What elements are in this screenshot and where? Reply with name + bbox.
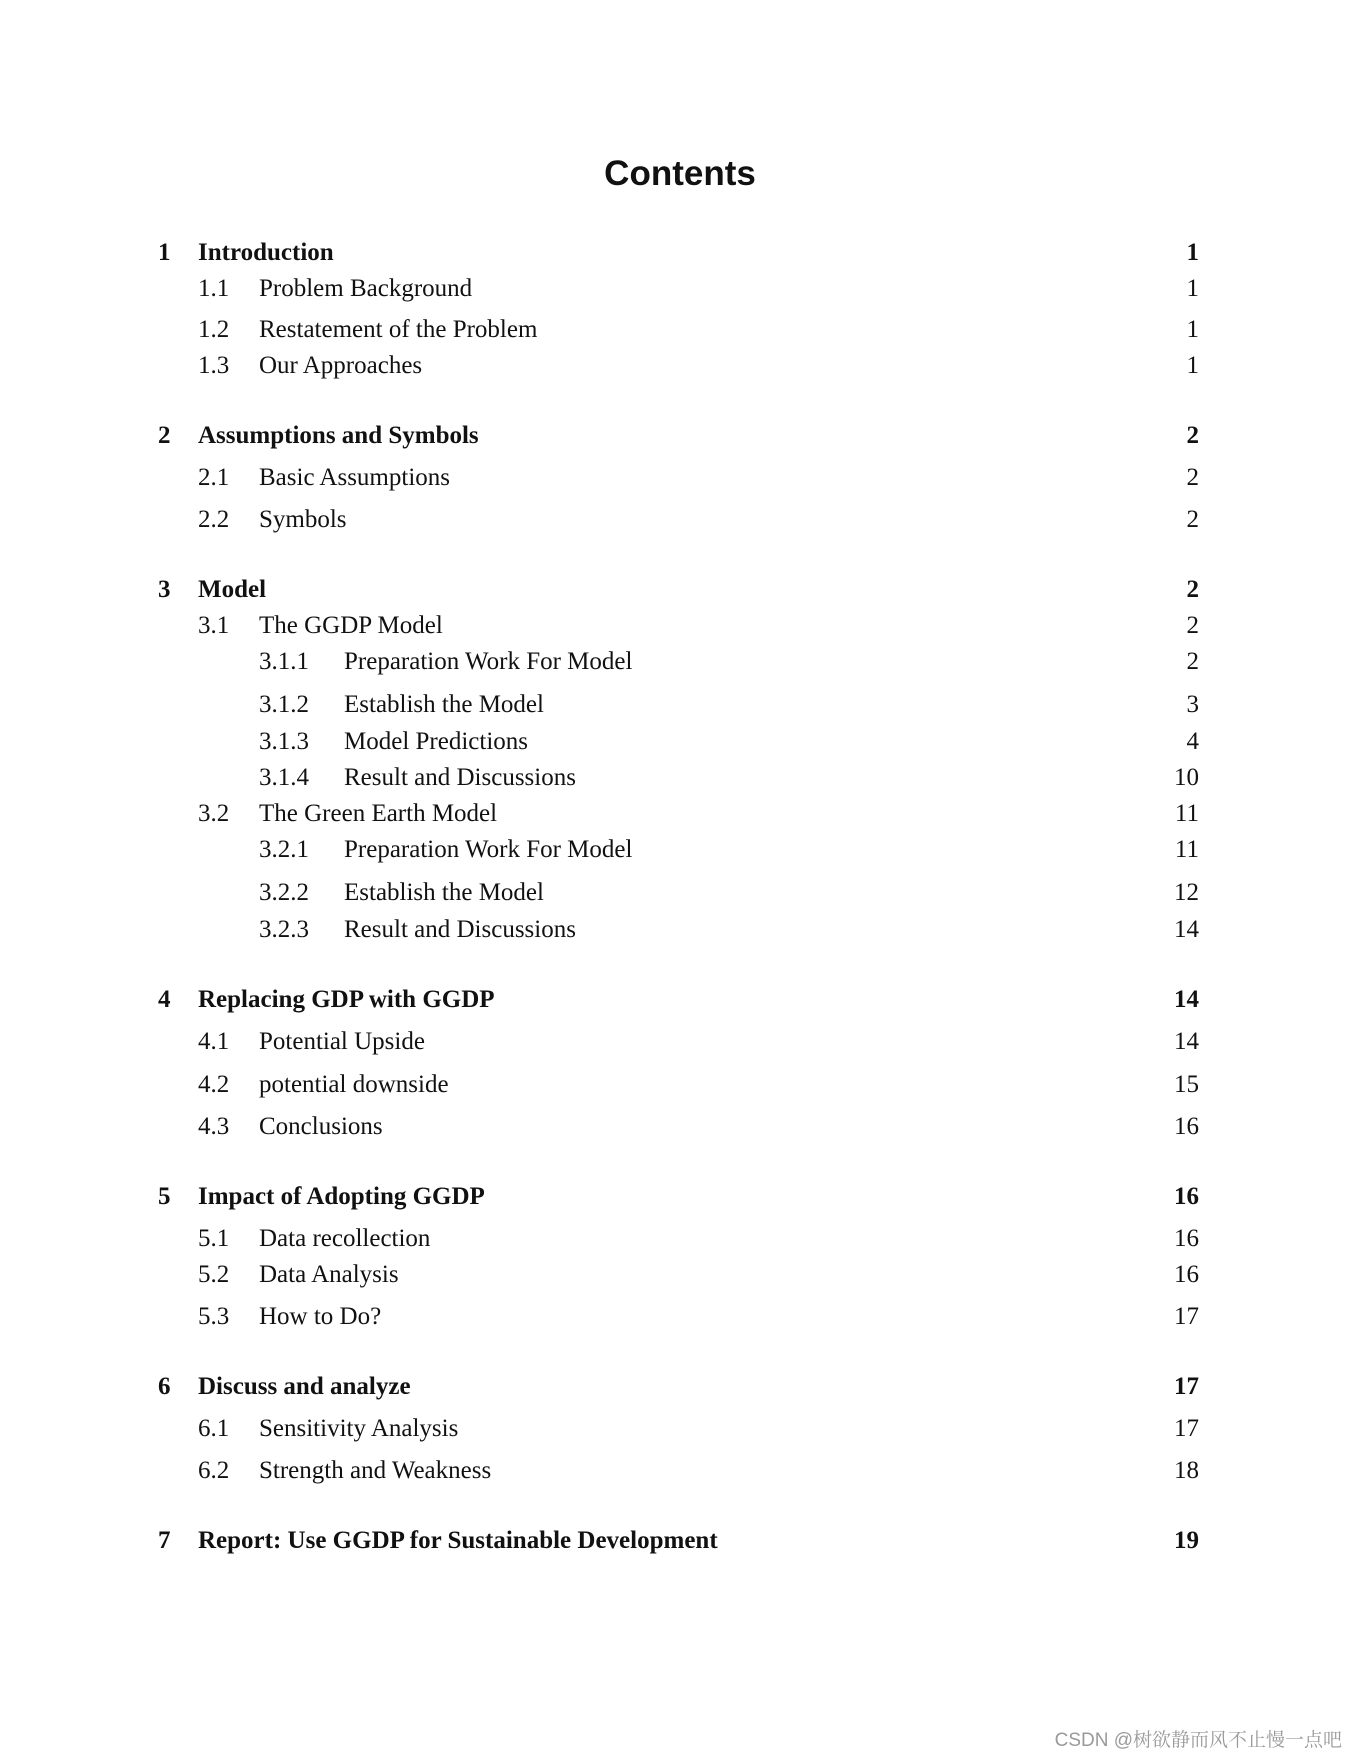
dot-leader [642, 832, 1148, 868]
toc-entry-number: 5.3 [198, 1303, 230, 1330]
toc-section[interactable] [0, 982, 1360, 1018]
dot-leader [466, 1067, 1148, 1103]
toc-entry-page: 17 [1174, 1415, 1199, 1442]
toc-entry-label: Strength and Weakness [259, 1457, 492, 1484]
dot-leader [488, 271, 1148, 307]
toc-entry-number: 6.2 [198, 1457, 230, 1484]
toc-entry-number: 3.1.1 [259, 648, 309, 675]
dot-leader [510, 1453, 1148, 1489]
toc-entry-label: Potential Upside [259, 1028, 425, 1055]
toc-entry-page: 3 [1186, 691, 1199, 718]
toc-entry-number: 5 [158, 1183, 171, 1210]
toc-entry-number: 1.3 [198, 352, 230, 379]
toc-entry-label: Data Analysis [259, 1261, 399, 1288]
toc-entry-label: Model [198, 576, 267, 603]
toc-entry-page: 16 [1174, 1261, 1199, 1288]
toc-entry-page: 1 [1186, 316, 1199, 343]
toc-entry-label: Impact of Adopting GGDP [198, 1183, 485, 1210]
toc-title: Contents [604, 154, 756, 193]
toc-entry-number: 6.1 [198, 1415, 230, 1442]
toc-section[interactable] [0, 1523, 1360, 1559]
toc-section[interactable] [0, 1369, 1360, 1405]
toc-entry-number: 6 [158, 1373, 171, 1400]
toc-entry-number: 2.2 [198, 506, 230, 533]
toc-section[interactable] [0, 1179, 1360, 1215]
toc-entry-number: 5.2 [198, 1261, 230, 1288]
toc-entry-number: 3.1.3 [259, 728, 309, 755]
toc-entry-page: 2 [1186, 464, 1199, 491]
dot-leader [598, 912, 1148, 948]
toc-entry-page: 15 [1174, 1071, 1199, 1098]
toc-entry-label: Result and Discussions [344, 916, 576, 943]
toc-entry-number: 2.1 [198, 464, 230, 491]
toc-entry-number: 4.2 [198, 1071, 230, 1098]
toc-entry-number: 3.2.2 [259, 879, 309, 906]
dot-leader [554, 687, 1148, 723]
toc-entry-number: 7 [158, 1527, 171, 1554]
toc-entry-label: The Green Earth Model [259, 800, 498, 827]
toc-entry-number: 1.2 [198, 316, 230, 343]
toc-entry-label: Discuss and analyze [198, 1373, 411, 1400]
toc-entry-label: Preparation Work For Model [344, 836, 633, 863]
toc-subsection[interactable] [0, 1221, 1360, 1257]
toc-entry-page: 14 [1174, 986, 1199, 1013]
dot-leader [554, 875, 1148, 911]
toc-entry-page: 18 [1174, 1457, 1199, 1484]
toc-subsection[interactable] [0, 608, 1360, 644]
dot-leader [642, 644, 1148, 680]
toc-entry-label: Symbols [259, 506, 347, 533]
toc-entry-number: 1.1 [198, 275, 230, 302]
toc-entry-page: 2 [1186, 576, 1199, 603]
toc-subsection[interactable] [0, 1109, 1360, 1145]
toc-entry-label: Our Approaches [259, 352, 423, 379]
toc-entry-label: Restatement of the Problem [259, 316, 538, 343]
toc-section[interactable] [0, 418, 1360, 454]
dot-leader [400, 1109, 1148, 1145]
toc-entry-label: How to Do? [259, 1303, 382, 1330]
toc-subsection[interactable] [0, 1299, 1360, 1335]
toc-entry-label: Basic Assumptions [259, 464, 450, 491]
toc-entry-page: 17 [1174, 1373, 1199, 1400]
toc-entry-number: 2 [158, 422, 171, 449]
toc-entry-label: Model Predictions [344, 728, 529, 755]
toc-entry-page: 2 [1186, 612, 1199, 639]
toc-entry-label: The GGDP Model [259, 612, 443, 639]
toc-entry-number: 1 [158, 239, 171, 266]
toc-entry-label: Establish the Model [344, 691, 544, 718]
toc-entry-label: Preparation Work For Model [344, 648, 633, 675]
toc-entry-page: 14 [1174, 916, 1199, 943]
toc-subsection[interactable] [0, 1411, 1360, 1447]
dot-leader [444, 1221, 1148, 1257]
toc-entry-label: potential downside [259, 1071, 449, 1098]
toc-entry-page: 4 [1186, 728, 1199, 755]
toc-entry-page: 16 [1174, 1183, 1199, 1210]
toc-entry-page: 16 [1174, 1225, 1199, 1252]
toc-section[interactable] [0, 572, 1360, 608]
toc-entry-page: 2 [1186, 648, 1199, 675]
toc-entry-number: 4.1 [198, 1028, 230, 1055]
toc-subsubsection[interactable] [0, 912, 1360, 948]
dot-leader [510, 796, 1148, 832]
toc-subsection[interactable] [0, 502, 1360, 538]
toc-entry-page: 19 [1174, 1527, 1199, 1554]
toc-subsubsection[interactable] [0, 760, 1360, 796]
toc-entry-page: 1 [1186, 275, 1199, 302]
toc-entry-label: Establish the Model [344, 879, 544, 906]
toc-entry-label: Report: Use GGDP for Sustainable Development [198, 1527, 718, 1554]
toc-entry-label: Problem Background [259, 275, 473, 302]
toc-entry-number: 3.2.1 [259, 836, 309, 863]
dot-leader [466, 460, 1148, 496]
toc-section[interactable] [0, 235, 1360, 271]
toc-entry-page: 1 [1186, 239, 1199, 266]
dot-leader [554, 724, 1148, 760]
toc-entry-page: 10 [1174, 764, 1199, 791]
toc-subsubsection[interactable] [0, 832, 1360, 868]
toc-entry-page: 12 [1174, 879, 1199, 906]
toc-subsection[interactable] [0, 348, 1360, 384]
toc-entry-page: 2 [1186, 422, 1199, 449]
toc-entry-label: Sensitivity Analysis [259, 1415, 459, 1442]
toc-subsection[interactable] [0, 312, 1360, 348]
dot-leader [488, 1411, 1148, 1447]
toc-entry-label: Conclusions [259, 1113, 383, 1140]
toc-entry-number: 3.1.4 [259, 764, 309, 791]
toc-entry-number: 3.1.2 [259, 691, 309, 718]
toc-entry-label: Assumptions and Symbols [198, 422, 479, 449]
toc-entry-page: 16 [1174, 1113, 1199, 1140]
toc-entry-page: 11 [1174, 836, 1199, 863]
toc-entry-number: 3.2.3 [259, 916, 309, 943]
toc-entry-page: 2 [1186, 506, 1199, 533]
toc-entry-number: 4.3 [198, 1113, 230, 1140]
toc-subsubsection[interactable] [0, 724, 1360, 760]
toc-entry-page: 17 [1174, 1303, 1199, 1330]
toc-entry-number: 5.1 [198, 1225, 230, 1252]
toc-entry-number: 4 [158, 986, 171, 1013]
toc-entry-label: Result and Discussions [344, 764, 576, 791]
toc-entry-number: 3 [158, 576, 171, 603]
toc-subsection[interactable] [0, 1067, 1360, 1103]
toc-subsection[interactable] [0, 460, 1360, 496]
toc-subsection[interactable] [0, 271, 1360, 307]
dot-leader [444, 348, 1148, 384]
toc-subsection[interactable] [0, 796, 1360, 832]
toc-subsubsection[interactable] [0, 644, 1360, 680]
toc-entry-label: Data recollection [259, 1225, 431, 1252]
dot-leader [444, 1024, 1148, 1060]
dot-leader [378, 502, 1148, 538]
toc-subsubsection[interactable] [0, 687, 1360, 723]
toc-subsubsection[interactable] [0, 875, 1360, 911]
toc-subsection[interactable] [0, 1024, 1360, 1060]
toc-entry-page: 11 [1174, 800, 1199, 827]
dot-leader [466, 608, 1148, 644]
watermark: CSDN @树欲静而风不止慢一点吧 [1054, 1730, 1342, 1751]
dot-leader [422, 1257, 1148, 1293]
toc-entry-label: Introduction [198, 239, 334, 266]
toc-subsection[interactable] [0, 1453, 1360, 1489]
toc-entry-page: 14 [1174, 1028, 1199, 1055]
toc-entry-label: Replacing GDP with GGDP [198, 986, 495, 1013]
toc-subsection[interactable] [0, 1257, 1360, 1293]
toc-entry-page: 1 [1186, 352, 1199, 379]
toc-entry-number: 3.2 [198, 800, 230, 827]
dot-leader [598, 760, 1148, 796]
toc-entry-number: 3.1 [198, 612, 230, 639]
dot-leader [554, 312, 1148, 348]
dot-leader [400, 1299, 1148, 1335]
